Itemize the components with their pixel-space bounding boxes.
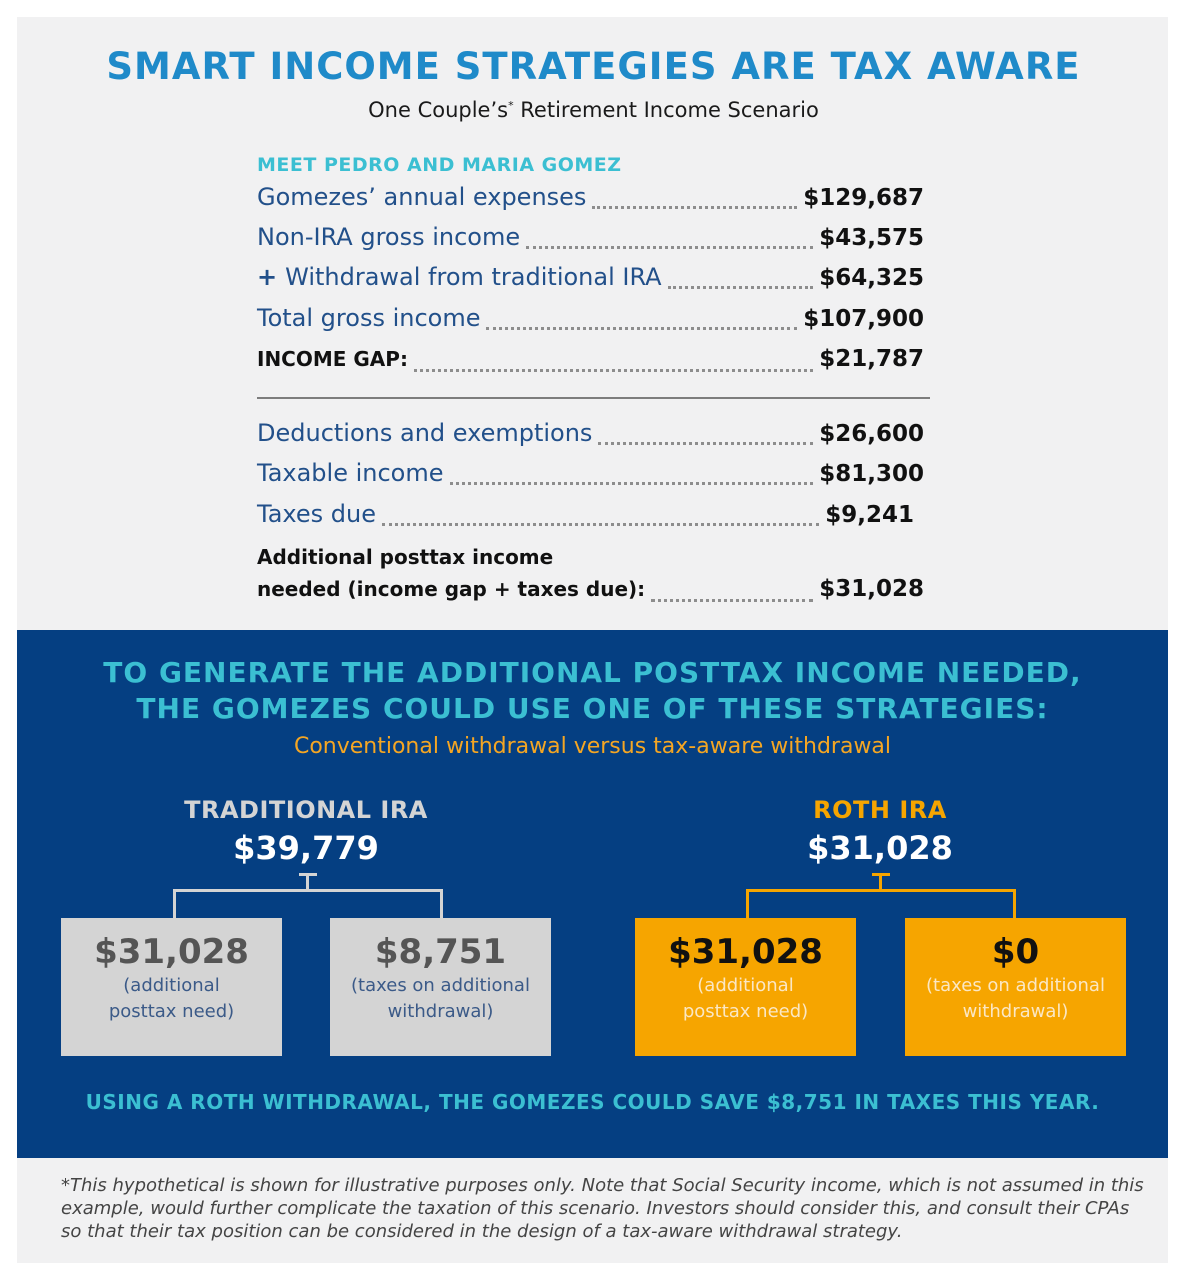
connector-right [440,889,443,919]
footnote-panel [17,1158,1168,1263]
traditional-posttax-box: $31,028 (additional posttax need) [61,918,282,1056]
roth-ira-amount: $31,028 [807,829,953,867]
row-additional-needed: needed (income gap + taxes due): $31,028 [257,576,924,602]
strategies-subheading: Conventional withdrawal versus tax-aware withdrawal [293,734,892,759]
roth-ira-label: ROTH IRA [813,796,947,824]
savings-statement: USING A ROTH WITHDRAWAL, THE GOMEZES COULD SAVE $8,751 IN TAXES THIS YEAR. [85,1090,1100,1114]
dot-leader [414,369,813,372]
traditional-taxes-box: $8,751 (taxes on additional withdrawal) [330,918,551,1056]
dot-leader [651,599,813,602]
footnote-text: *This hypothetical is shown for illustrative purposes only. Note that Social Security income, which is not assumed in this example, would further complicate the taxation of this scenario. Investors should consider this, and consult their CPAs so that their tax position can be considered in the design of a tax-aware withdrawal strategy. [61,1175,1144,1242]
page-subtitle: One Couple’s* Retirement Income Scenario [368,98,819,122]
strategies-heading-1: TO GENERATE THE ADDITIONAL POSTTAX INCOME NEEDED, [103,656,1082,689]
dot-leader [450,482,814,485]
row-total-gross-income: Total gross income $107,900 [257,304,924,332]
section-divider [257,397,930,399]
page-title: SMART INCOME STRATEGIES ARE TAX AWARE [106,45,1081,88]
traditional-ira-label: TRADITIONAL IRA [184,796,428,824]
strategies-panel [17,630,1168,1158]
connector-bar [173,889,443,892]
row-deductions: Deductions and exemptions $26,600 [257,419,924,447]
roth-posttax-box: $31,028 (additional posttax need) [635,918,856,1056]
connector-right [1013,889,1016,919]
traditional-ira-amount: $39,779 [233,829,379,867]
row-annual-expenses: Gomezes’ annual expenses $129,687 [257,183,924,211]
dot-leader [382,523,819,526]
row-ira-withdrawal: + Withdrawal from traditional IRA $64,325 [257,263,924,291]
dot-leader [592,206,797,209]
connector-stem [306,873,309,890]
dot-leader [526,246,813,249]
row-taxable-income: Taxable income $81,300 [257,459,924,487]
row-non-ira-income: Non-IRA gross income $43,575 [257,223,924,251]
row-taxes-due: Taxes due $9,241 [257,500,914,528]
dot-leader [598,442,813,445]
connector-stem [879,873,882,890]
dot-leader [668,286,814,289]
connector-left [173,889,176,919]
plus-icon: + [257,263,278,291]
strategies-heading-2: THE GOMEZES COULD USE ONE OF THESE STRATEGIES: [136,692,1049,725]
additional-income-label: Additional posttax income [257,545,554,569]
roth-taxes-box: $0 (taxes on additional withdrawal) [905,918,1126,1056]
row-income-gap: INCOME GAP: $21,787 [257,346,924,372]
connector-left [746,889,749,919]
connector-bar [746,889,1016,892]
scenario-heading: MEET PEDRO AND MARIA GOMEZ [257,154,622,176]
dot-leader [486,327,797,330]
